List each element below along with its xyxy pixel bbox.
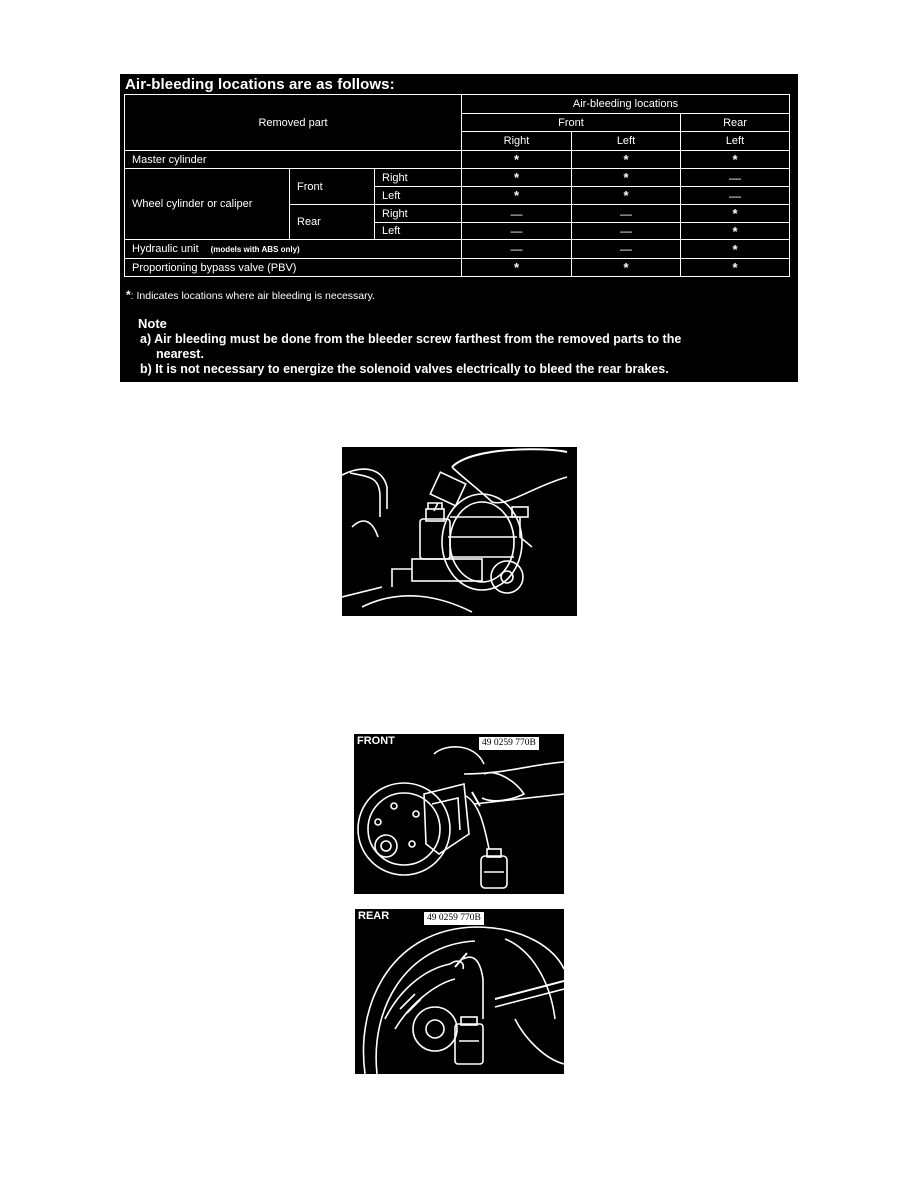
row-master-cylinder-label: Master cylinder <box>124 150 462 169</box>
note-a-continued: nearest. <box>156 347 204 361</box>
wheel-front-right-mark-3: — <box>680 168 790 187</box>
wheel-rear-left-mark-3: * <box>680 222 790 240</box>
wheel-front-right-mark-1: * <box>461 168 572 187</box>
note-b: b) It is not necessary to energize the solenoid valves electrically to bleed the rear brakes. <box>140 362 669 376</box>
header-removed-part: Removed part <box>124 94 462 151</box>
wheel-rear-right-mark-1: — <box>461 204 572 223</box>
front-figure-label: FRONT <box>357 735 395 747</box>
note-a: a) Air bleeding must be done from the bleeder screw farthest from the removed parts to the <box>140 332 682 346</box>
row-pbv-label: Proportioning bypass valve (PBV) <box>124 258 462 277</box>
header-rear: Rear <box>680 113 790 132</box>
wheel-front-right-side: Right <box>374 168 462 187</box>
front-brake-drawing <box>354 734 564 894</box>
master-front-left-mark: * <box>571 150 681 169</box>
hydraulic-mark-2: — <box>571 239 681 259</box>
wheel-front-left-mark-2: * <box>571 186 681 205</box>
pbv-mark-2: * <box>571 258 681 277</box>
wheel-front-left-mark-3: — <box>680 186 790 205</box>
hydraulic-unit-label: Hydraulic unit <box>132 243 199 255</box>
wheel-rear-right-side: Right <box>374 204 462 223</box>
wheel-rear-left-mark-1: — <box>461 222 572 240</box>
header-front-left: Left <box>571 131 681 151</box>
front-bleeding-illustration <box>354 734 564 894</box>
hydraulic-unit-note: (models with ABS only) <box>210 244 300 254</box>
pbv-mark-3: * <box>680 258 790 277</box>
row-wheel-cylinder-label: Wheel cylinder or caliper <box>124 168 290 240</box>
wheel-rear-left-side: Left <box>374 222 462 240</box>
wheel-front-left-mark-1: * <box>461 186 572 205</box>
note-title: Note <box>138 316 167 331</box>
wheel-front-label: Front <box>289 168 375 205</box>
wheel-front-right-mark-2: * <box>571 168 681 187</box>
wheel-rear-right-mark-2: — <box>571 204 681 223</box>
hydraulic-mark-1: — <box>461 239 572 259</box>
legend-mark: * <box>126 288 131 302</box>
air-bleeding-table <box>124 94 790 351</box>
master-front-right-mark: * <box>461 150 572 169</box>
legend-text: : Indicates locations where air bleeding is necessary. <box>130 290 376 302</box>
air-bleeding-table-panel <box>120 74 798 382</box>
header-rear-left: Left <box>680 131 790 151</box>
master-cylinder-drawing <box>342 447 577 616</box>
hydraulic-mark-3: * <box>680 239 790 259</box>
legend <box>126 288 375 302</box>
row-hydraulic-unit <box>124 239 462 259</box>
header-front: Front <box>461 113 681 132</box>
wheel-rear-right-mark-3: * <box>680 204 790 223</box>
master-rear-left-mark: * <box>680 150 790 169</box>
table-title: Air-bleeding locations are as follows: <box>125 76 395 93</box>
wheel-rear-label: Rear <box>289 204 375 240</box>
front-part-number: 49 0259 770B <box>478 736 540 751</box>
rear-bleeding-illustration <box>355 909 564 1074</box>
rear-part-number: 49 0259 770B <box>423 911 485 926</box>
pbv-mark-1: * <box>461 258 572 277</box>
header-front-right: Right <box>461 131 572 151</box>
master-cylinder-fill-illustration <box>342 447 577 616</box>
wheel-front-left-side: Left <box>374 186 462 205</box>
wheel-rear-left-mark-2: — <box>571 222 681 240</box>
rear-figure-label: REAR <box>358 910 390 922</box>
rear-brake-drawing <box>355 909 564 1074</box>
header-air-bleeding-locations: Air-bleeding locations <box>461 94 790 114</box>
